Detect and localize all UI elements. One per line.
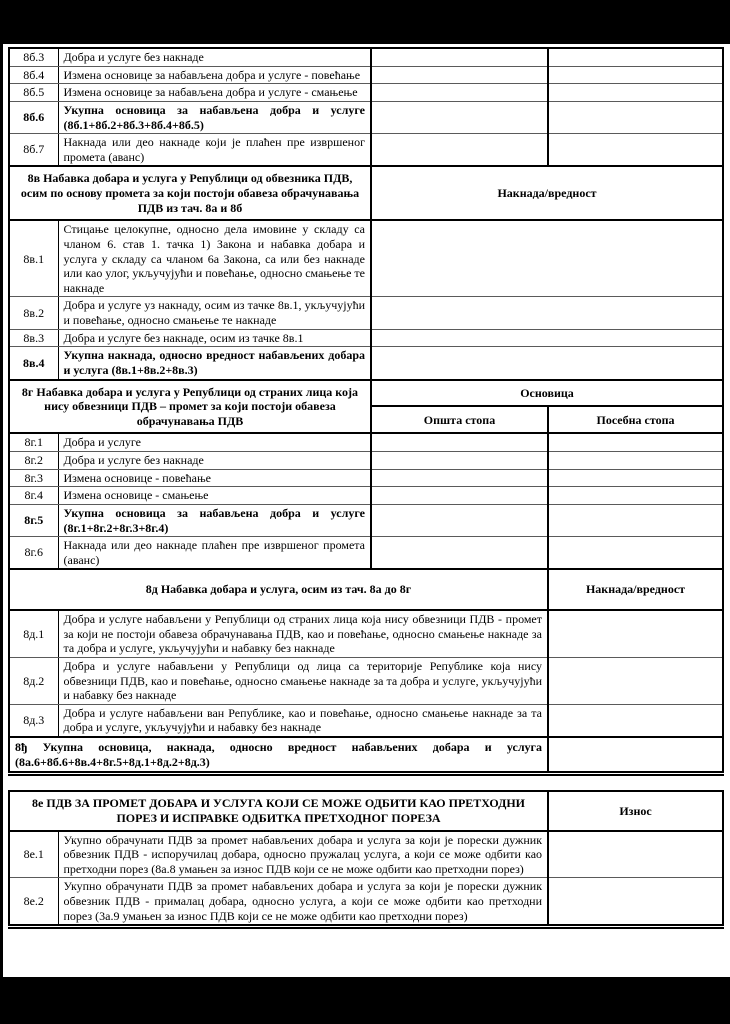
value-cell-special-rate: [548, 433, 723, 451]
row-label: 8б.4: [9, 66, 58, 84]
scan-top-band: [0, 0, 730, 44]
table-row-8g3: [9, 469, 723, 487]
row-label: 8б.5: [9, 84, 58, 102]
scan-bottom-band: [0, 977, 730, 1024]
value-cell-general-rate: [371, 84, 548, 102]
value-cell-general-rate: [371, 101, 548, 133]
row-text: Накнада или део накнаде плаћен пре извршеног промета (аванс): [58, 537, 371, 570]
value-cell-special-rate: [548, 469, 723, 487]
value-cell-general-rate: [371, 487, 548, 505]
section-8v-title: 8в Набавка добара и услуга у Републици од обвезника ПДВ, осим по основу промета за који постоји обавеза обрачунавања ПДВ из тач. 8а и 8б: [9, 166, 371, 220]
value-cell: [548, 704, 723, 737]
section-8e-title: 8е ПДВ ЗА ПРОМЕТ ДОБАРА И УСЛУГА КОЈИ СЕ МОЖЕ ОДБИТИ КАО ПРЕТХОДНИ ПОРЕЗ И ИСПРАВКЕ ОДБИТКА ПРЕТХОДНОГ ПОРЕЗА: [9, 791, 548, 830]
row-label: 8б.3: [9, 48, 58, 66]
row-text: Укупна основица за набављена добра и услуге (8г.1+8г.2+8г.3+8г.4): [58, 504, 371, 536]
value-cell-special-rate: [548, 84, 723, 102]
row-label: 8е.1: [9, 831, 58, 878]
row-text: Добра и услуге без накнаде, осим из тачке 8в.1: [58, 329, 371, 347]
table-row-8v4-total: [9, 347, 723, 380]
row-text: Измена основице - смањење: [58, 487, 371, 505]
row-text: Измена основице за набављена добра и услуге - повећање: [58, 66, 371, 84]
scan-left-edge: [0, 44, 3, 977]
table-row-8d2: [9, 657, 723, 704]
value-cell: [371, 220, 723, 297]
value-cell-general-rate: [371, 452, 548, 470]
column-header-osnovica: Основица: [371, 380, 723, 407]
row-label: 8б.7: [9, 134, 58, 167]
row-text: Добра и услуге уз накнаду, осим из тачке 8в.1, укључујући и повећање, односно смањење те накнаде: [58, 297, 371, 329]
value-cell-special-rate: [548, 66, 723, 84]
value-cell-general-rate: [371, 134, 548, 167]
row-label: 8в.3: [9, 329, 58, 347]
row-text: Добра и услуге набављени ван Републике, као и повећање, односно смањење накнаде за та добра и услуге, укључујући и набавку без накнаде: [58, 704, 548, 737]
table-row-8g6: [9, 537, 723, 570]
table-row-8v2: [9, 297, 723, 329]
row-label: 8д.1: [9, 610, 58, 657]
value-cell-general-rate: [371, 504, 548, 536]
value-cell-special-rate: [548, 537, 723, 570]
table-row-8b6-total: [9, 101, 723, 133]
row-label: 8в.2: [9, 297, 58, 329]
section-8d-title: 8д Набавка добара и услуга, осим из тач. 8а до 8г: [9, 569, 548, 610]
value-cell-special-rate: [548, 101, 723, 133]
purchases-table: [8, 47, 724, 776]
table-row-8b3: [9, 48, 723, 66]
value-cell-general-rate: [371, 537, 548, 570]
value-cell-general-rate: [371, 66, 548, 84]
column-header-general-rate: Општа стопа: [371, 406, 548, 433]
section-8v-header-row: [9, 166, 723, 220]
table-row-8dj-grand-total: [9, 737, 723, 774]
row-text: Добра и услуге без накнаде: [58, 48, 371, 66]
row-text: Укупно обрачунати ПДВ за промет набављених добара и услуга за који је порески дужник обвезник ПДВ - испоручилац добара, односно пружалац услуга, а који се може одбити као претходни порез (8а.8 умањен за износ ПДВ који се не може одбити као претходни порез): [58, 831, 548, 878]
column-header-special-rate: Посебна стопа: [548, 406, 723, 433]
value-cell: [548, 657, 723, 704]
row-text: Накнада или део накнаде који је плаћен пре извршеног промета (аванс): [58, 134, 371, 167]
row-text: 8ђ Укупна основица, накнада, односно вредност набављених добара и услуга (8а.6+8б.6+8в.4+8г.5+8д.1+8д.2+8д.3): [9, 737, 548, 774]
row-label: 8д.3: [9, 704, 58, 737]
table-row-8e2: [9, 878, 723, 927]
value-cell: [548, 737, 723, 774]
row-label: 8д.2: [9, 657, 58, 704]
value-cell: [548, 610, 723, 657]
row-label: 8в.4: [9, 347, 58, 380]
row-text: Добра и услуге: [58, 433, 371, 451]
table-row-8b7: [9, 134, 723, 167]
value-cell-special-rate: [548, 48, 723, 66]
column-header-iznos: Износ: [548, 791, 723, 830]
section-8d-header-row: [9, 569, 723, 610]
row-text: Измена основице - повећање: [58, 469, 371, 487]
table-row-8g1: [9, 433, 723, 451]
table-row-8g5-total: [9, 504, 723, 536]
value-cell-special-rate: [548, 504, 723, 536]
column-header-naknada-vrednost: Накнада/вредност: [371, 166, 723, 220]
value-cell-general-rate: [371, 469, 548, 487]
row-label: 8г.5: [9, 504, 58, 536]
row-label: 8в.1: [9, 220, 58, 297]
value-cell-special-rate: [548, 452, 723, 470]
section-8g-title: 8г Набавка добара и услуга у Републици од страних лица која нису обвезници ПДВ – промет за који постоји обавеза обрачунавања ПДВ: [9, 380, 371, 434]
table-row-8v1: [9, 220, 723, 297]
row-text: Укупно обрачунати ПДВ за промет набављених добара и услуга за који је порески дужник обвезник ПДВ - прималац добара, односно услуга, а који се може одбити као претходни порез (3а.9 умањен за износ ПДВ који се не може одбити као претходни порез): [58, 878, 548, 927]
row-text: Укупна основица за набављена добра и услуге (8б.1+8б.2+8б.3+8б.4+8б.5): [58, 101, 371, 133]
row-label: 8е.2: [9, 878, 58, 927]
table-row-8d1: [9, 610, 723, 657]
row-text: Укупна накнада, односно вредност набављених добара и услуга (8в.1+8в.2+8в.3): [58, 347, 371, 380]
section-8g-header-row: [9, 380, 723, 407]
table-row-8b5: [9, 84, 723, 102]
value-cell: [371, 329, 723, 347]
row-label: 8г.1: [9, 433, 58, 451]
row-label: 8г.6: [9, 537, 58, 570]
scanned-form-page: [0, 44, 730, 929]
value-cell-general-rate: [371, 433, 548, 451]
value-cell: [548, 878, 723, 927]
row-text: Стицање целокупне, односно дела имовине у складу са чланом 6. став 1. тачка 1) Закона и набавка добара и услуга у складу са чланом 6а Закона, са или без накнаде или као улог, укључујући и повећање, односно смањење те накнаде: [58, 220, 371, 297]
value-cell-special-rate: [548, 134, 723, 167]
row-text: Добра и услуге набављени у Републици од лица са територије Републике која нису обвезници ПДВ, као и повећање, односно смањење накнаде за та добра и услуге, укључујући и набавку без накнаде: [58, 657, 548, 704]
value-cell: [371, 347, 723, 380]
row-label: 8г.3: [9, 469, 58, 487]
table-row-8d3: [9, 704, 723, 737]
row-label: 8г.4: [9, 487, 58, 505]
input-tax-table: [8, 790, 724, 929]
table-row-8g4: [9, 487, 723, 505]
section-8e-header-row: [9, 791, 723, 830]
value-cell: [371, 297, 723, 329]
row-text: Добра и услуге набављени у Републици од страних лица која нису обвезници ПДВ - промет за који не постоји обавеза обрачунавања ПДВ, као и повећање, односно смањење накнаде за та добра и услуге, укључујући и набавку без накнаде: [58, 610, 548, 657]
row-label: 8г.2: [9, 452, 58, 470]
value-cell-general-rate: [371, 48, 548, 66]
value-cell: [548, 831, 723, 878]
table-row-8g2: [9, 452, 723, 470]
row-label: 8б.6: [9, 101, 58, 133]
row-text: Добра и услуге без накнаде: [58, 452, 371, 470]
row-text: Измена основице за набављена добра и услуге - смањење: [58, 84, 371, 102]
table-row-8b4: [9, 66, 723, 84]
table-row-8v3: [9, 329, 723, 347]
value-cell-special-rate: [548, 487, 723, 505]
column-header-naknada-vrednost: Накнада/вредност: [548, 569, 723, 610]
table-row-8e1: [9, 831, 723, 878]
